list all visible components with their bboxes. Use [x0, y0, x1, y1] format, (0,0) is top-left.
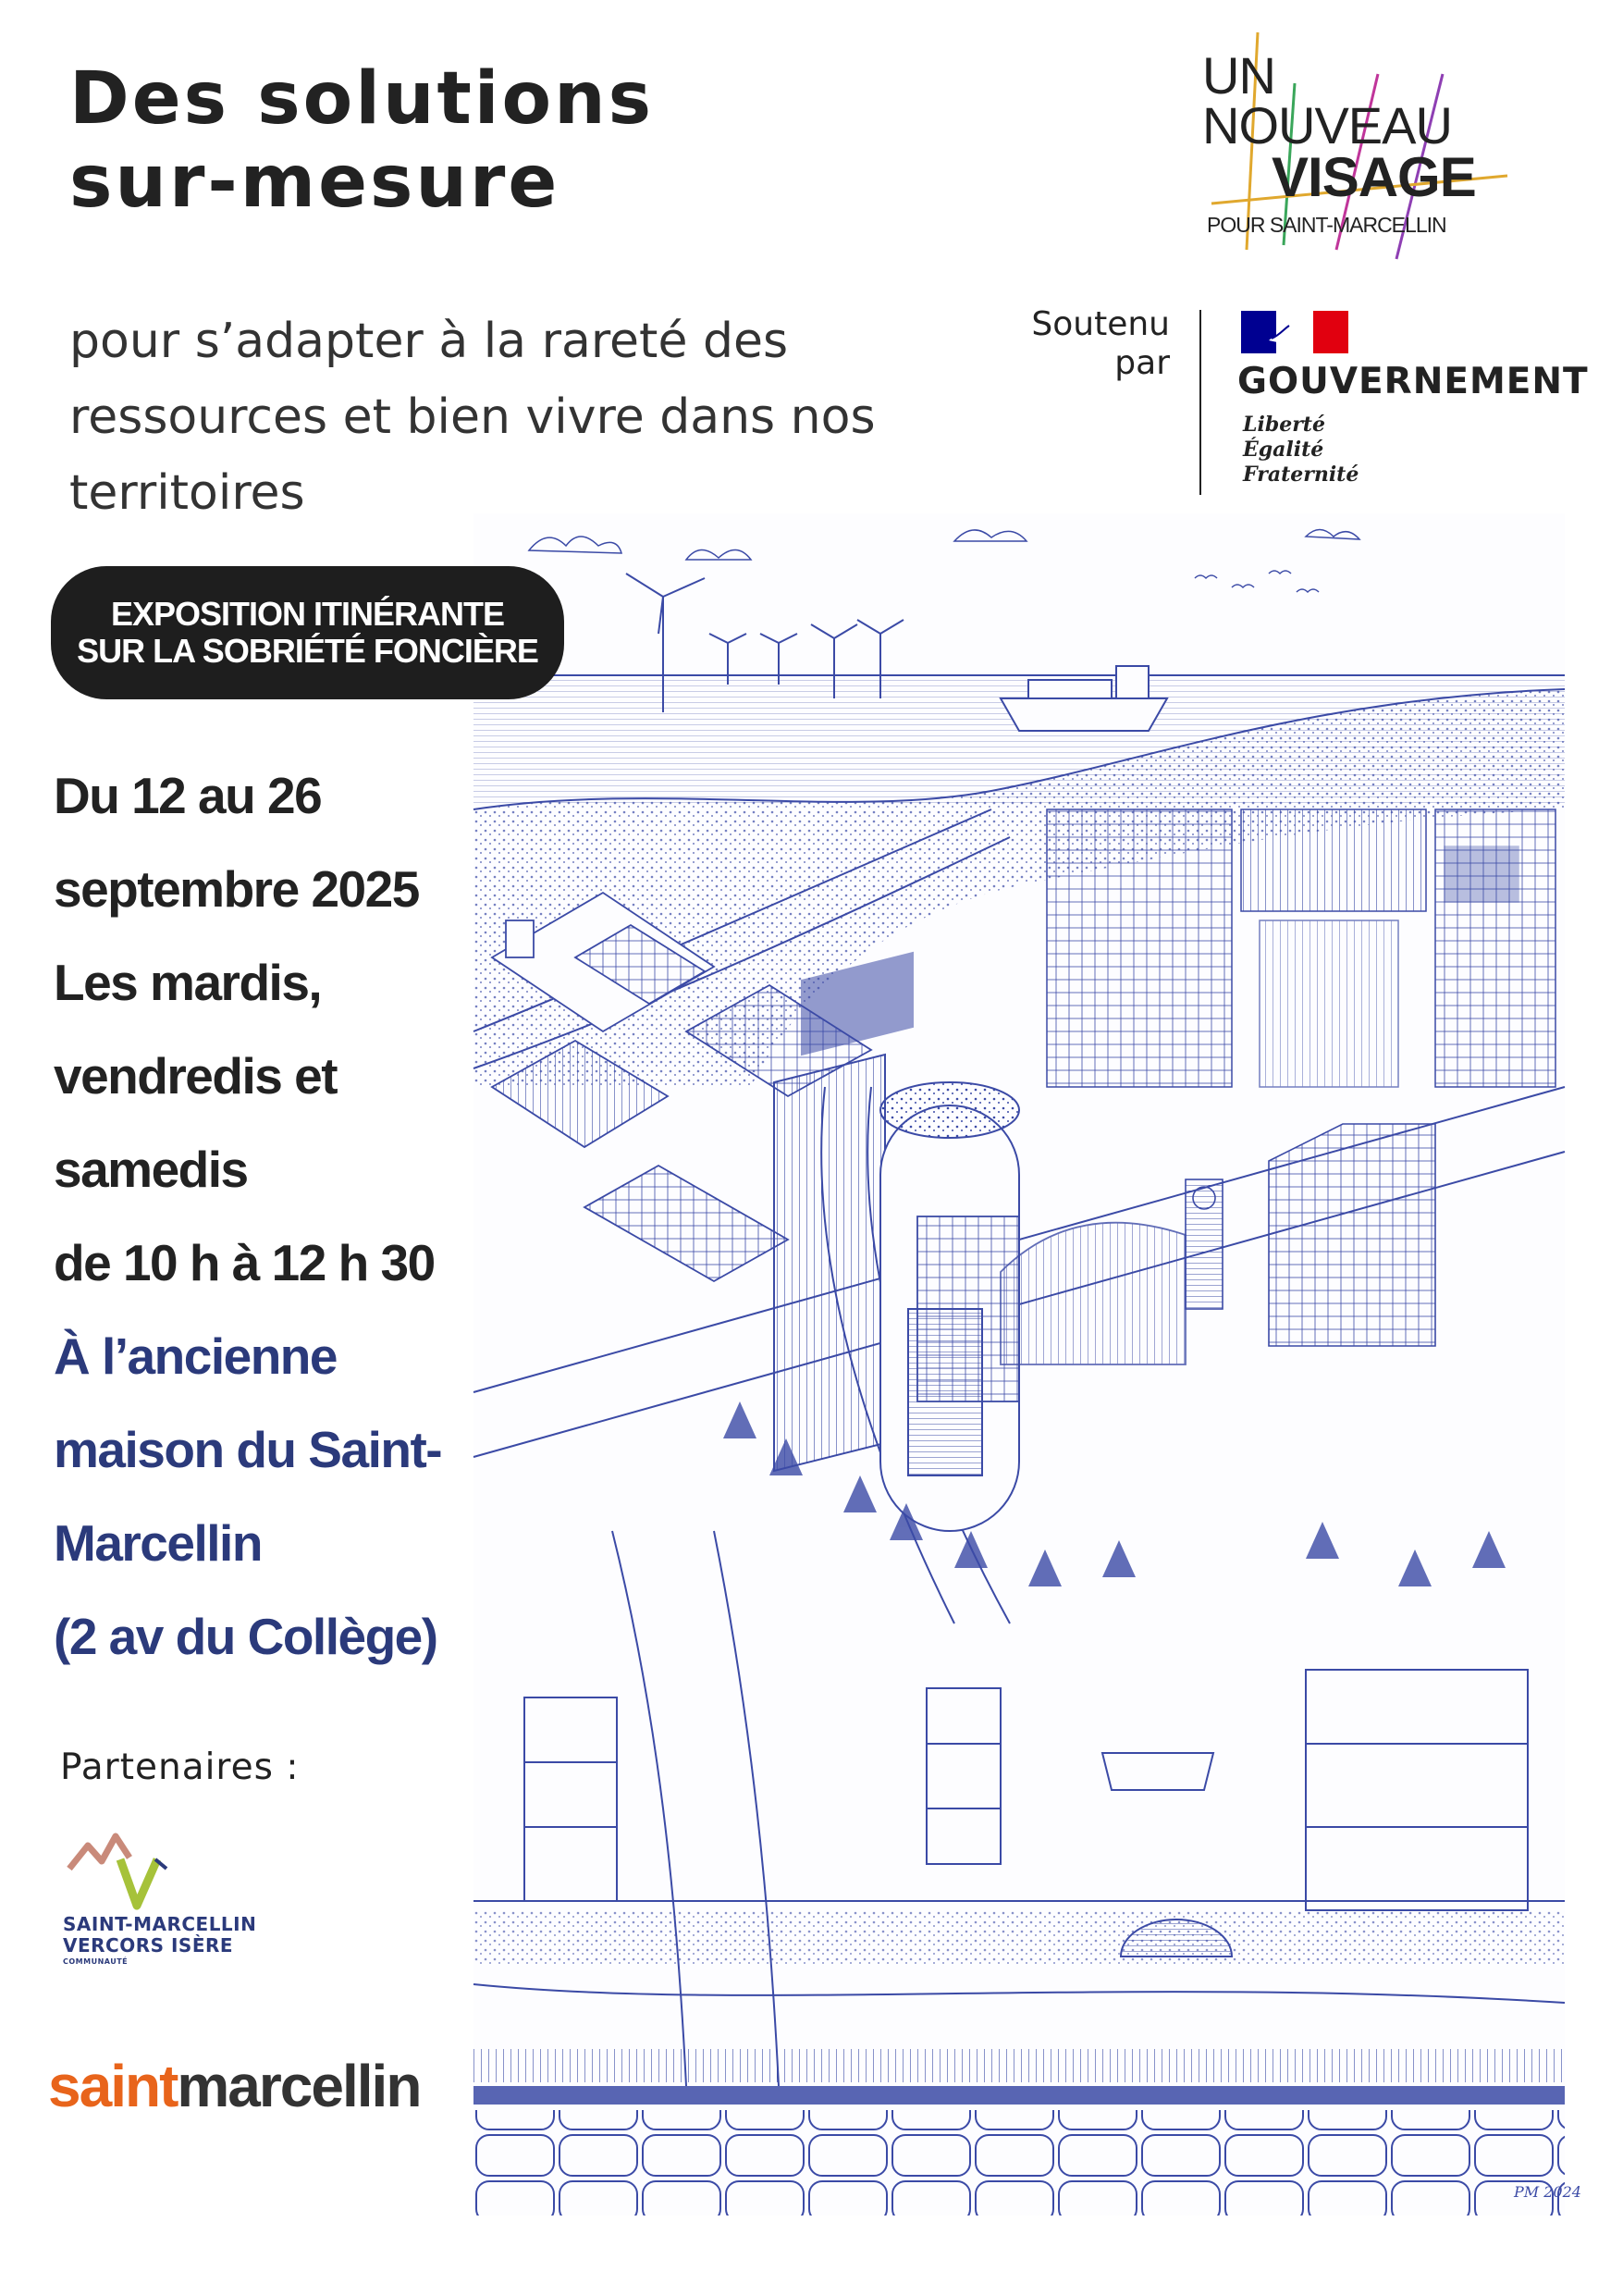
gouvernement-label: GOUVERNEMENT	[1237, 361, 1589, 402]
date-line-1: Du 12 au 26	[54, 767, 322, 824]
soutenu-text: Soutenu	[1031, 305, 1170, 343]
smv-communaute-logo	[55, 1832, 296, 1970]
exhibition-badge	[51, 566, 564, 699]
location-line-3: Marcellin	[54, 1514, 262, 1572]
mountains-logo-icon	[65, 1832, 176, 1910]
soil-layer	[473, 2049, 1565, 2082]
bedrock-layer	[473, 2110, 1565, 2216]
devise-liberte: Liberté	[1243, 413, 1325, 437]
smv-line-1: SAINT-MARCELLIN	[63, 1913, 257, 1935]
logo-line-4: POUR SAINT-MARCELLIN	[1207, 213, 1446, 237]
subtitle-line-2: ressources et bien vivre dans nos	[69, 389, 876, 445]
residential-grid	[1047, 809, 1555, 1087]
devise	[1243, 413, 1359, 488]
supported-by-label	[1008, 305, 1170, 383]
subtitle	[69, 303, 957, 531]
partners-label: Partenaires :	[60, 1747, 300, 1788]
title-line-2: sur-mesure	[69, 141, 560, 224]
un-nouveau-visage-logo	[1202, 28, 1535, 250]
badge-line-1: EXPOSITION ITINÉRANTE	[110, 595, 505, 633]
saint-marcellin-logo	[48, 2052, 420, 2120]
event-details	[54, 749, 488, 1684]
date-line-6: de 10 h à 12 h 30	[54, 1234, 435, 1291]
title-line-1: Des solutions	[69, 57, 655, 141]
artist-signature: PM 2024	[1514, 2183, 1581, 2201]
smv-line-2: VERCORS ISÈRE	[63, 1934, 234, 1957]
sm-logo-part-2: marcellin	[177, 2053, 421, 2119]
location-line-2: maison du Saint-	[54, 1421, 442, 1478]
marianne-flag-icon	[1241, 311, 1348, 353]
date-line-4: vendredis et	[54, 1047, 338, 1105]
devise-fraternite: Fraternité	[1243, 463, 1359, 487]
location-line-1: À l’ancienne	[54, 1327, 337, 1385]
logo-line-2: NOUVEAU	[1202, 96, 1452, 154]
city-illustration	[473, 513, 1581, 2216]
subtitle-line-1: pour s’adapter à la rareté des	[69, 314, 789, 369]
location-line-4: (2 av du Collège)	[54, 1608, 437, 1665]
date-line-2: septembre 2025	[54, 860, 419, 918]
page-title	[69, 57, 902, 224]
sm-logo-part-1: saint	[48, 2053, 178, 2119]
date-line-5: samedis	[54, 1141, 248, 1198]
devise-egalite: Égalité	[1243, 438, 1324, 462]
logo-line-1: UN	[1202, 46, 1275, 105]
smv-line-3: COMMUNAUTÉ	[63, 1957, 129, 1966]
date-line-3: Les mardis,	[54, 954, 322, 1011]
divider	[1199, 310, 1201, 495]
par-text: par	[1114, 344, 1170, 382]
badge-line-2: SUR LA SOBRIÉTÉ FONCIÈRE	[77, 632, 538, 670]
subtitle-line-3: territoires	[69, 465, 305, 521]
logo-line-3: VISAGE	[1272, 146, 1476, 208]
